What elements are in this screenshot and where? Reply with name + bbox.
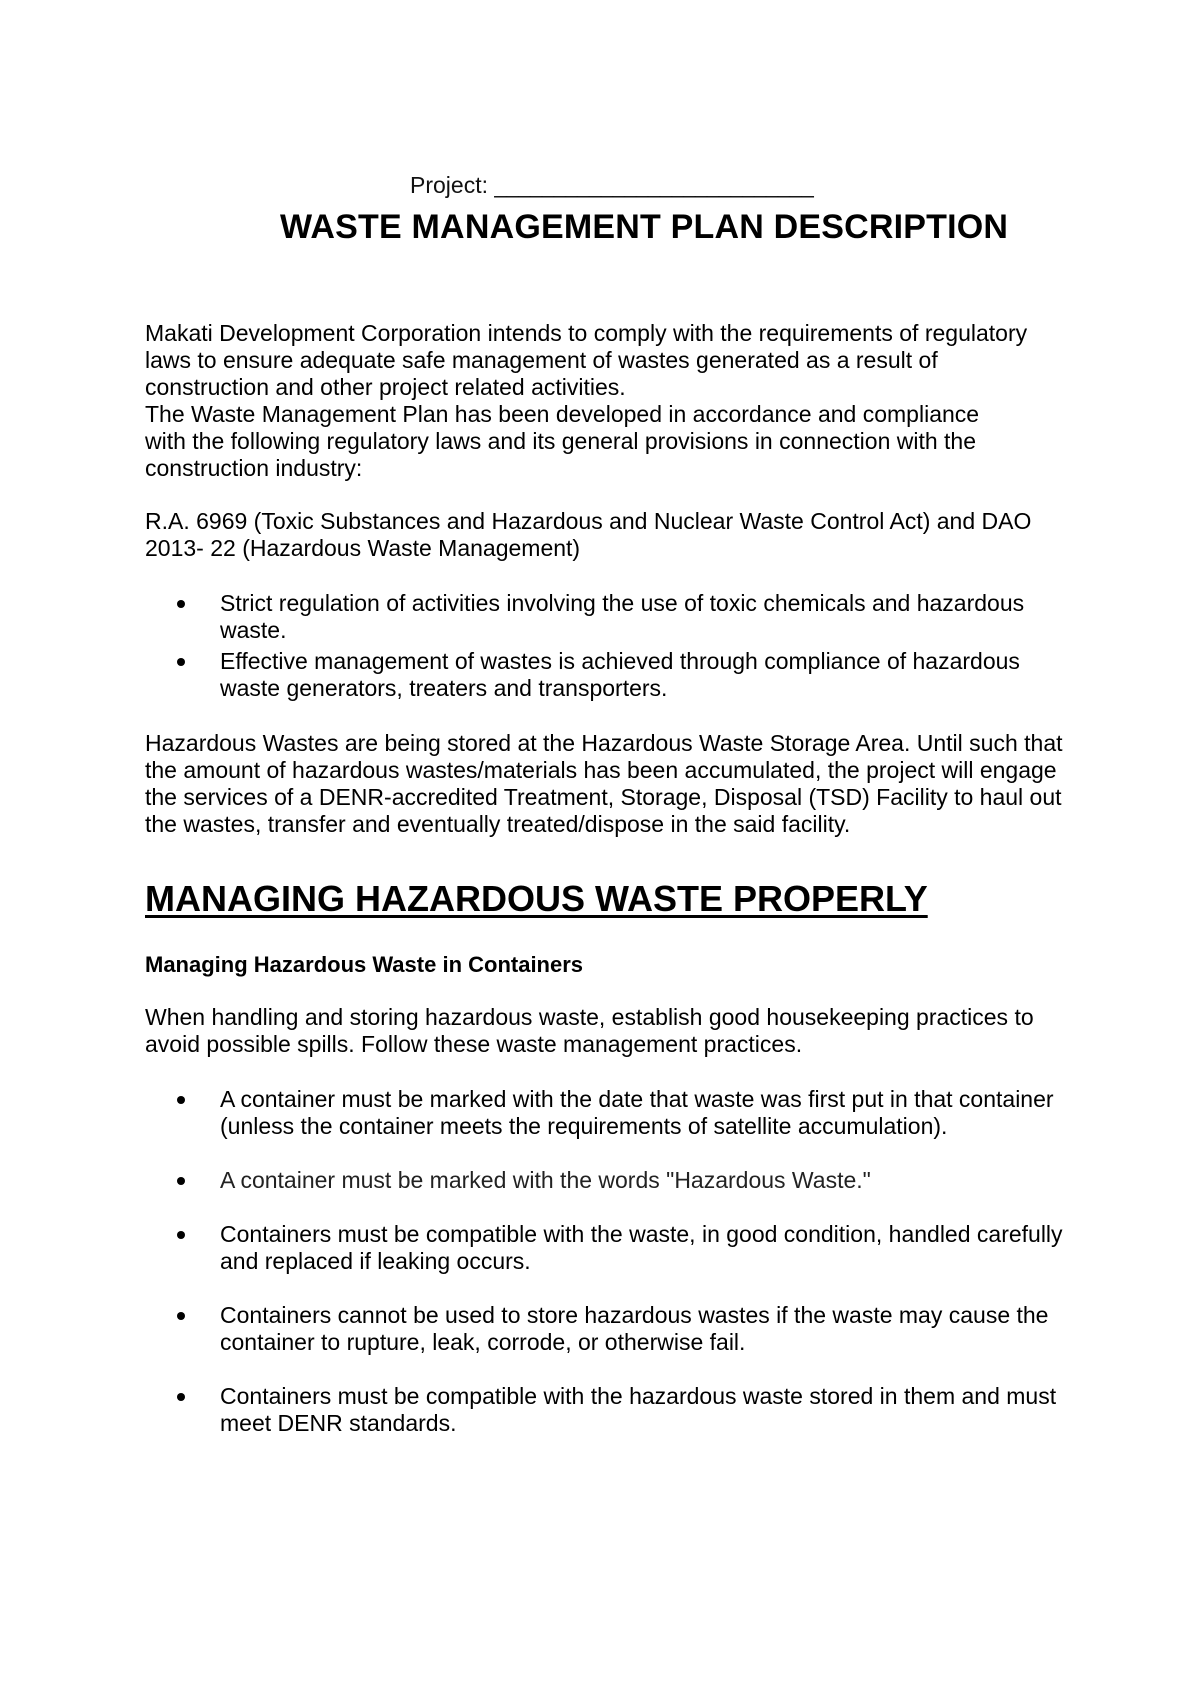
regulation-reference (145, 508, 1105, 562)
list-item-line: Effective management of wastes is achieved through compliance of hazardous (220, 648, 1020, 674)
list-item (145, 1167, 1105, 1194)
list-item-line: Strict regulation of activities involving the use of toxic chemicals and hazardous (220, 590, 1025, 616)
project-blank-line: ___________________________ (494, 172, 813, 198)
regulation-line: R.A. 6969 (Toxic Substances and Hazardous and Nuclear Waste Control Act) and DAO (145, 508, 1032, 534)
storage-paragraph (145, 730, 1105, 838)
bullet-icon (177, 1177, 185, 1185)
section-heading: MANAGING HAZARDOUS WASTE PROPERLY (145, 878, 928, 919)
list-item (145, 1221, 1105, 1275)
regulation-line: 2013- 22 (Hazardous Waste Management) (145, 535, 581, 561)
storage-line: the services of a DENR-accredited Treatment, Storage, Disposal (TSD) Facility to haul out (145, 784, 1062, 810)
list-item-line: and replaced if leaking occurs. (220, 1248, 531, 1274)
intro-line: with the following regulatory laws and its general provisions in connection with the (145, 428, 977, 454)
intro-line: laws to ensure adequate safe management of wastes generated as a result of (145, 347, 938, 373)
list-item-line: (unless the container meets the requirements of satellite accumulation). (220, 1113, 948, 1139)
list-item-line: waste generators, treaters and transporters. (220, 675, 668, 701)
list-item-line: A container must be marked with the words "Hazardous Waste." (220, 1167, 871, 1193)
bullet-icon (177, 1393, 185, 1401)
bullet-icon (177, 1312, 185, 1320)
intro-paragraph (145, 320, 1105, 482)
handling-paragraph (145, 1004, 1105, 1058)
bullet-icon (177, 658, 185, 666)
intro-line: The Waste Management Plan has been developed in accordance and compliance (145, 401, 980, 427)
regulation-bullet-list (145, 590, 1105, 706)
list-item-line: waste. (220, 617, 287, 643)
intro-line: construction and other project related activities. (145, 374, 626, 400)
list-item-line: Containers cannot be used to store hazardous wastes if the waste may cause the (220, 1302, 1049, 1328)
bullet-icon (177, 600, 185, 608)
list-item (145, 1086, 1105, 1140)
list-item-line: meet DENR standards. (220, 1410, 457, 1436)
document-title: WASTE MANAGEMENT PLAN DESCRIPTION (280, 208, 1009, 246)
storage-line: the wastes, transfer and eventually treated/dispose in the said facility. (145, 811, 851, 837)
handling-line: When handling and storing hazardous waste, establish good housekeeping practices to (145, 1004, 1034, 1030)
list-item-line: container to rupture, leak, corrode, or otherwise fail. (220, 1329, 746, 1355)
list-item (145, 590, 1105, 644)
list-item (145, 1383, 1105, 1437)
storage-line: Hazardous Wastes are being stored at the Hazardous Waste Storage Area. Until such that (145, 730, 1063, 756)
bullet-icon (177, 1231, 185, 1239)
storage-line: the amount of hazardous wastes/materials has been accumulated, the project will engage (145, 757, 1057, 783)
handling-line: avoid possible spills. Follow these waste management practices. (145, 1031, 803, 1057)
intro-line: construction industry: (145, 455, 363, 481)
container-bullet-list (145, 1086, 1105, 1464)
subsection-heading: Managing Hazardous Waste in Containers (145, 952, 584, 977)
list-item (145, 648, 1105, 702)
list-item (145, 1302, 1105, 1356)
bullet-icon (177, 1096, 185, 1104)
project-label: Project: (410, 172, 488, 198)
intro-line: Makati Development Corporation intends to comply with the requirements of regulatory (145, 320, 1028, 346)
list-item-line: Containers must be compatible with the waste, in good condition, handled carefully (220, 1221, 1063, 1247)
list-item-line: A container must be marked with the date that waste was first put in that container (220, 1086, 1054, 1112)
project-field (410, 172, 813, 199)
list-item-line: Containers must be compatible with the hazardous waste stored in them and must (220, 1383, 1057, 1409)
